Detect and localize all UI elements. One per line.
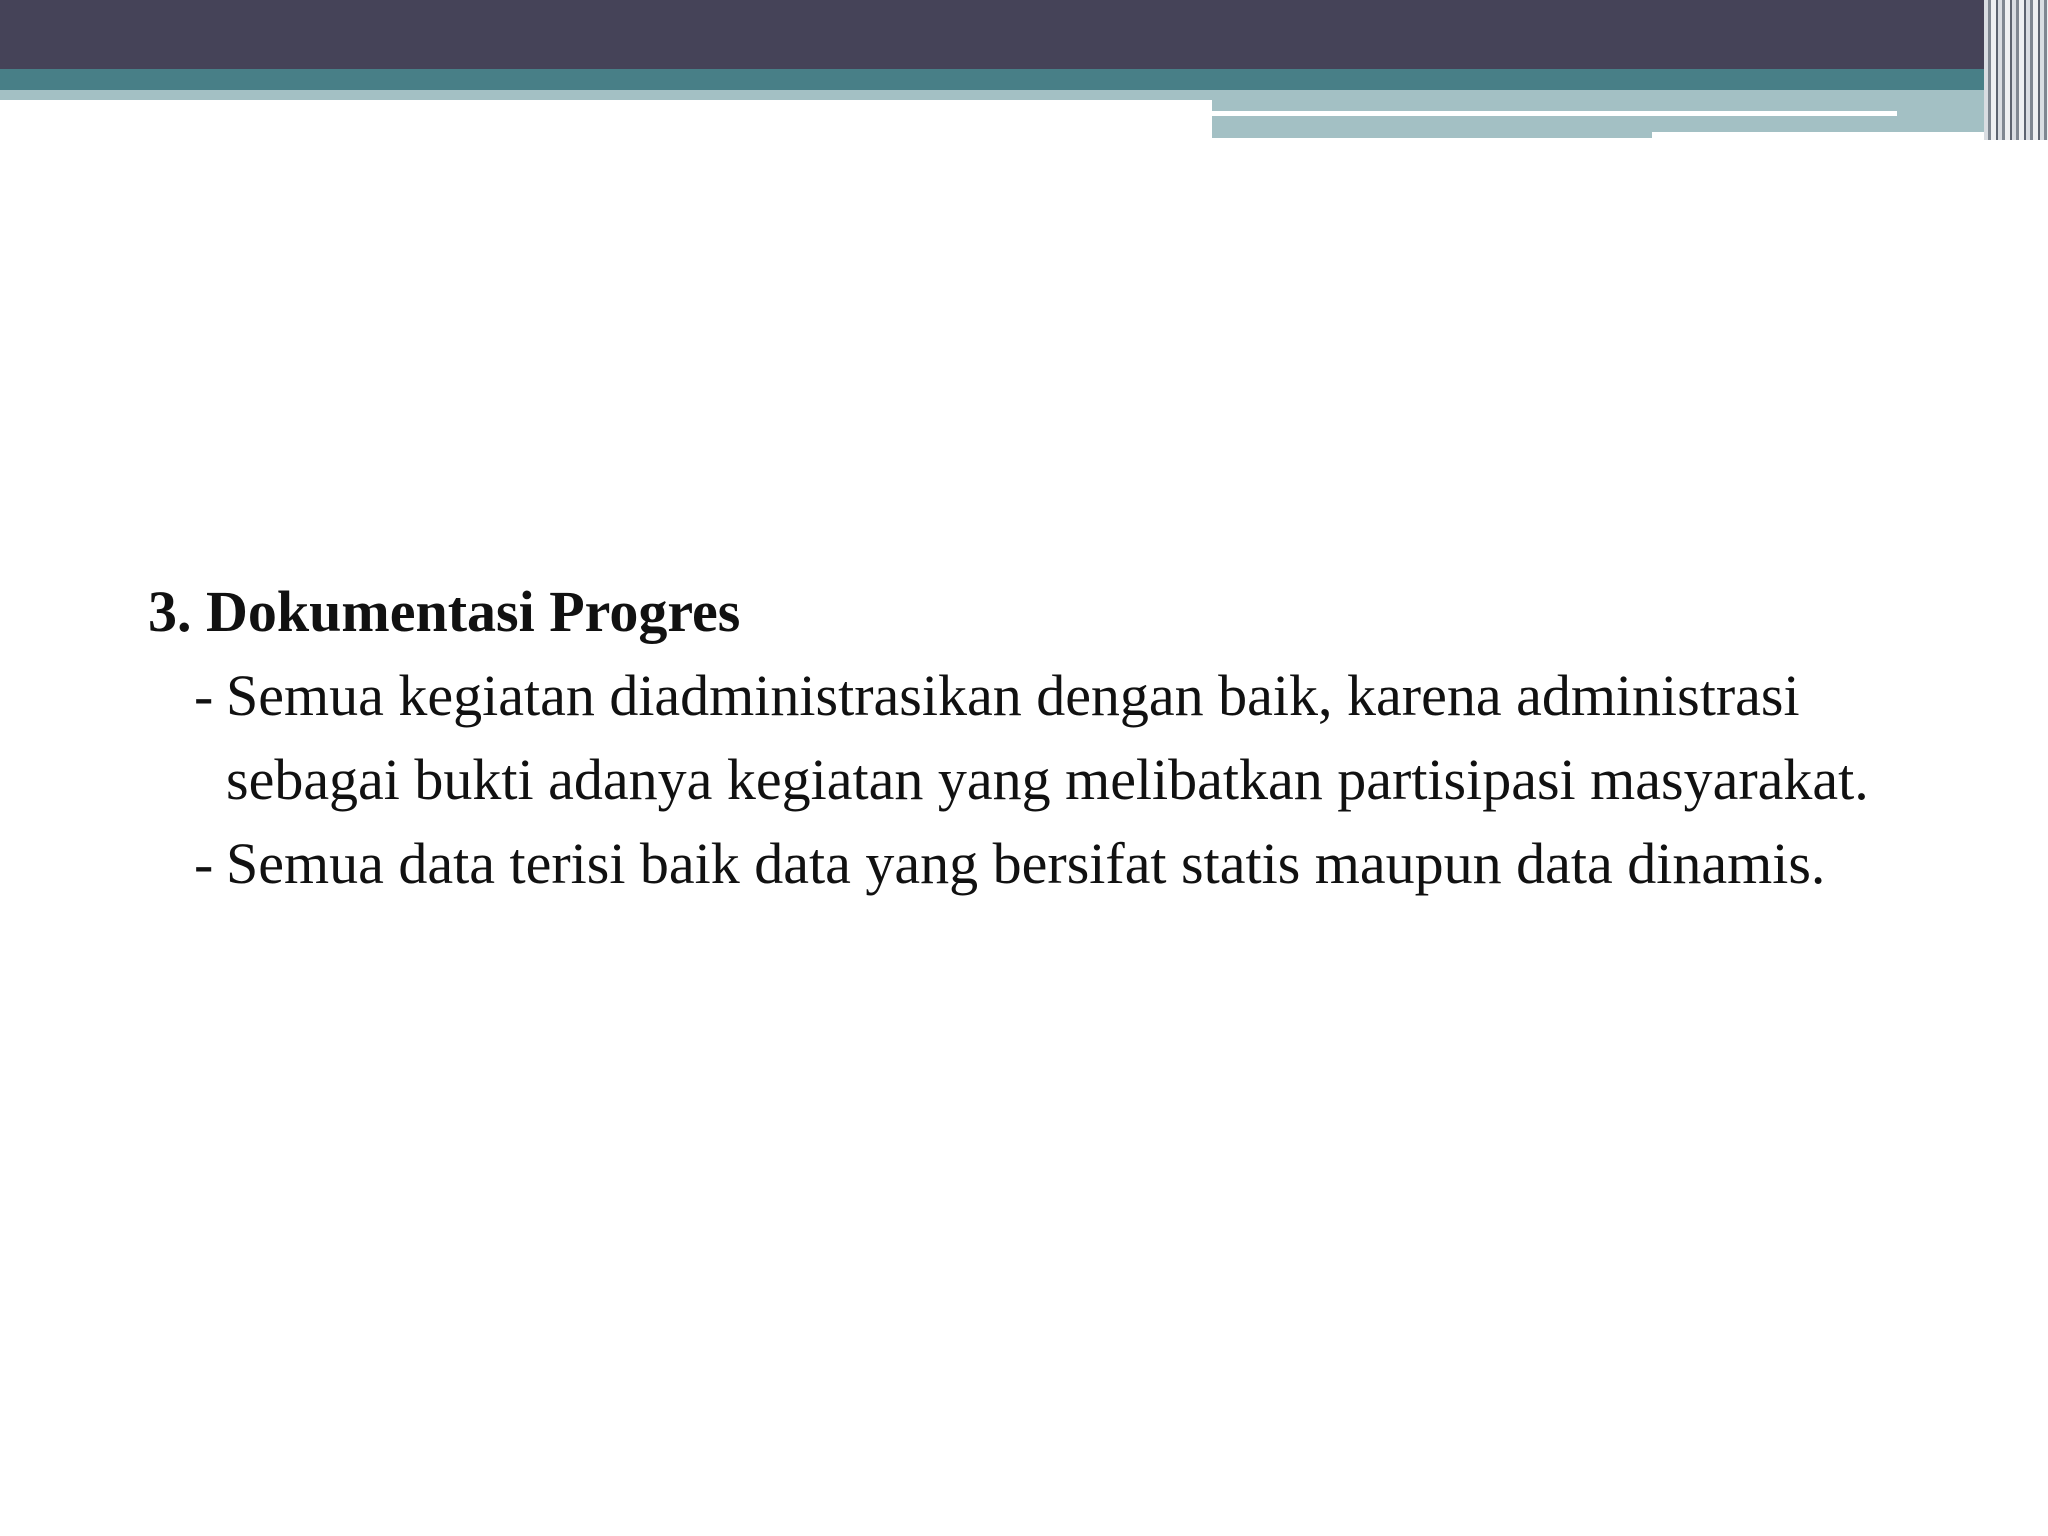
header-teal-band <box>0 69 2048 90</box>
bullet-text: Semua data terisi baik data yang bersifat statis maupun data dinamis. <box>226 831 1826 896</box>
section-heading: 3. Dokumentasi Progres <box>148 579 741 644</box>
header-dark-band <box>0 0 2048 69</box>
edge-stripes-decoration <box>1984 0 2048 140</box>
header-white-step <box>1652 132 2012 142</box>
header-light-band-left <box>0 90 1212 100</box>
bullet-marker: - <box>194 831 214 896</box>
bullet-item <box>148 822 1948 906</box>
bullet-text: Semua kegiatan diadministrasikan dengan baik, karena administrasi sebagai bukti adanya kegiatan yang melibatkan partisipasi masyarakat. <box>226 663 1869 812</box>
header-white-line <box>1212 111 1897 116</box>
bullet-item <box>148 654 1948 822</box>
bullet-marker: - <box>194 663 214 728</box>
slide-body <box>148 570 1948 906</box>
